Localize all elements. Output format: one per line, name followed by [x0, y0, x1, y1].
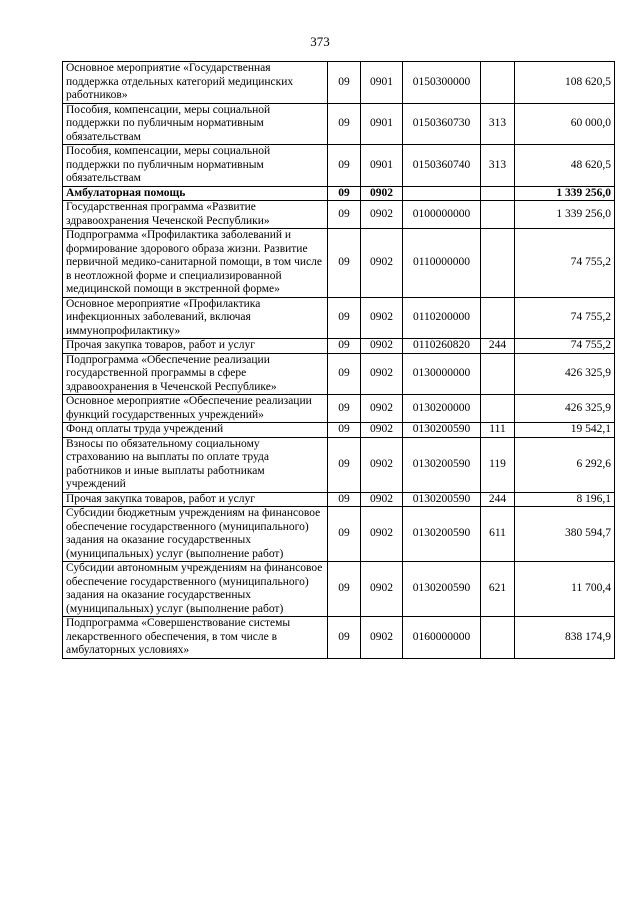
table-row: [63, 507, 615, 562]
section-code: 09: [328, 297, 361, 339]
expense-type-code: 621: [481, 562, 515, 617]
subsection-code: 0902: [361, 229, 403, 298]
section-code: 09: [328, 617, 361, 659]
target-article-code: 0160000000: [403, 617, 481, 659]
section-code: 09: [328, 437, 361, 492]
amount: 426 325,9: [515, 395, 615, 423]
expense-type-code: [481, 395, 515, 423]
amount: 8 196,1: [515, 492, 615, 507]
amount: 6 292,6: [515, 437, 615, 492]
target-article-code: 0130200590: [403, 437, 481, 492]
row-name: Основное мероприятие «Обеспечение реализации функций государственных учреждений»: [63, 395, 328, 423]
target-article-code: 0130200590: [403, 507, 481, 562]
table-row: [63, 62, 615, 104]
expense-type-code: 244: [481, 492, 515, 507]
row-name: Подпрограмма «Совершенствование системы лекарственного обеспечения, в том числе в амбулаторных условиях»: [63, 617, 328, 659]
subsection-code: 0901: [361, 103, 403, 145]
amount: 74 755,2: [515, 229, 615, 298]
section-code: 09: [328, 339, 361, 354]
expense-type-code: [481, 201, 515, 229]
expense-type-code: 244: [481, 339, 515, 354]
target-article-code: 0150360740: [403, 145, 481, 187]
amount: 48 620,5: [515, 145, 615, 187]
table-row: [63, 492, 615, 507]
amount: 74 755,2: [515, 339, 615, 354]
expense-type-code: [481, 229, 515, 298]
budget-table: [62, 61, 615, 659]
expense-type-code: [481, 297, 515, 339]
section-code: 09: [328, 562, 361, 617]
table-row: [63, 617, 615, 659]
expense-type-code: [481, 62, 515, 104]
table-row: [63, 423, 615, 438]
section-code: 09: [328, 186, 361, 201]
subsection-code: 0902: [361, 353, 403, 395]
table-row: [63, 437, 615, 492]
budget-table-body: [63, 62, 615, 659]
row-name: Взносы по обязательному социальному страхованию на выплаты по оплате труда работников и иные выплаты работникам учреждений: [63, 437, 328, 492]
subsection-code: 0902: [361, 437, 403, 492]
section-code: 09: [328, 395, 361, 423]
row-name: Субсидии бюджетным учреждениям на финансовое обеспечение государственного (муниципального) задания на оказание государственных (муниципальных) услуг (выполнение работ): [63, 507, 328, 562]
table-row: [63, 145, 615, 187]
row-name: Основное мероприятие «Государственная поддержка отдельных категорий медицинских работников»: [63, 62, 328, 104]
row-name: Амбулаторная помощь: [63, 186, 328, 201]
table-row: [63, 297, 615, 339]
target-article-code: 0130200590: [403, 562, 481, 617]
target-article-code: 0130000000: [403, 353, 481, 395]
amount: 1 339 256,0: [515, 186, 615, 201]
subsection-code: 0902: [361, 492, 403, 507]
row-name: Пособия, компенсации, меры социальной поддержки по публичным нормативным обязательствам: [63, 145, 328, 187]
subsection-code: 0902: [361, 562, 403, 617]
expense-type-code: [481, 186, 515, 201]
target-article-code: [403, 186, 481, 201]
target-article-code: 0110000000: [403, 229, 481, 298]
amount: 19 542,1: [515, 423, 615, 438]
row-name: Пособия, компенсации, меры социальной поддержки по публичным нормативным обязательствам: [63, 103, 328, 145]
target-article-code: 0150300000: [403, 62, 481, 104]
table-row: [63, 339, 615, 354]
target-article-code: 0110200000: [403, 297, 481, 339]
expense-type-code: [481, 353, 515, 395]
subsection-code: 0902: [361, 507, 403, 562]
subsection-code: 0901: [361, 62, 403, 104]
table-row: [63, 229, 615, 298]
target-article-code: 0110260820: [403, 339, 481, 354]
target-article-code: 0130200590: [403, 492, 481, 507]
subsection-code: 0902: [361, 423, 403, 438]
table-row: [63, 562, 615, 617]
row-name: Подпрограмма «Профилактика заболеваний и формирование здорового образа жизни. Развитие первичной медико-санитарной помощи, в том числе в неотложной форме и специализированной медицинской помощи в экстренной форме»: [63, 229, 328, 298]
expense-type-code: 313: [481, 145, 515, 187]
subsection-code: 0902: [361, 395, 403, 423]
expense-type-code: 111: [481, 423, 515, 438]
table-row: [63, 201, 615, 229]
amount: 426 325,9: [515, 353, 615, 395]
amount: 11 700,4: [515, 562, 615, 617]
amount: 1 339 256,0: [515, 201, 615, 229]
expense-type-code: 611: [481, 507, 515, 562]
subsection-code: 0902: [361, 617, 403, 659]
target-article-code: 0100000000: [403, 201, 481, 229]
section-code: 09: [328, 507, 361, 562]
amount: 60 000,0: [515, 103, 615, 145]
row-name: Прочая закупка товаров, работ и услуг: [63, 492, 328, 507]
section-code: 09: [328, 423, 361, 438]
row-name: Основное мероприятие «Профилактика инфекционных заболеваний, включая иммунопрофилактику»: [63, 297, 328, 339]
section-code: 09: [328, 492, 361, 507]
section-code: 09: [328, 103, 361, 145]
expense-type-code: [481, 617, 515, 659]
amount: 108 620,5: [515, 62, 615, 104]
table-row: [63, 103, 615, 145]
table-row: [63, 186, 615, 201]
section-code: 09: [328, 229, 361, 298]
row-name: Субсидии автономным учреждениям на финансовое обеспечение государственного (муниципального) задания на оказание государственных (муниципальных) услуг (выполнение работ): [63, 562, 328, 617]
subsection-code: 0902: [361, 297, 403, 339]
row-name: Фонд оплаты труда учреждений: [63, 423, 328, 438]
subsection-code: 0902: [361, 186, 403, 201]
subsection-code: 0902: [361, 201, 403, 229]
subsection-code: 0901: [361, 145, 403, 187]
section-code: 09: [328, 201, 361, 229]
amount: 380 594,7: [515, 507, 615, 562]
expense-type-code: 313: [481, 103, 515, 145]
row-name: Подпрограмма «Обеспечение реализации государственной программы в сфере здравоохранения в Чеченской Республике»: [63, 353, 328, 395]
table-row: [63, 395, 615, 423]
row-name: Прочая закупка товаров, работ и услуг: [63, 339, 328, 354]
page-number: 373: [310, 34, 330, 49]
section-code: 09: [328, 145, 361, 187]
section-code: 09: [328, 353, 361, 395]
amount: 74 755,2: [515, 297, 615, 339]
subsection-code: 0902: [361, 339, 403, 354]
target-article-code: 0150360730: [403, 103, 481, 145]
expense-type-code: 119: [481, 437, 515, 492]
target-article-code: 0130200000: [403, 395, 481, 423]
section-code: 09: [328, 62, 361, 104]
row-name: Государственная программа «Развитие здравоохранения Чеченской Республики»: [63, 201, 328, 229]
target-article-code: 0130200590: [403, 423, 481, 438]
table-row: [63, 353, 615, 395]
amount: 838 174,9: [515, 617, 615, 659]
